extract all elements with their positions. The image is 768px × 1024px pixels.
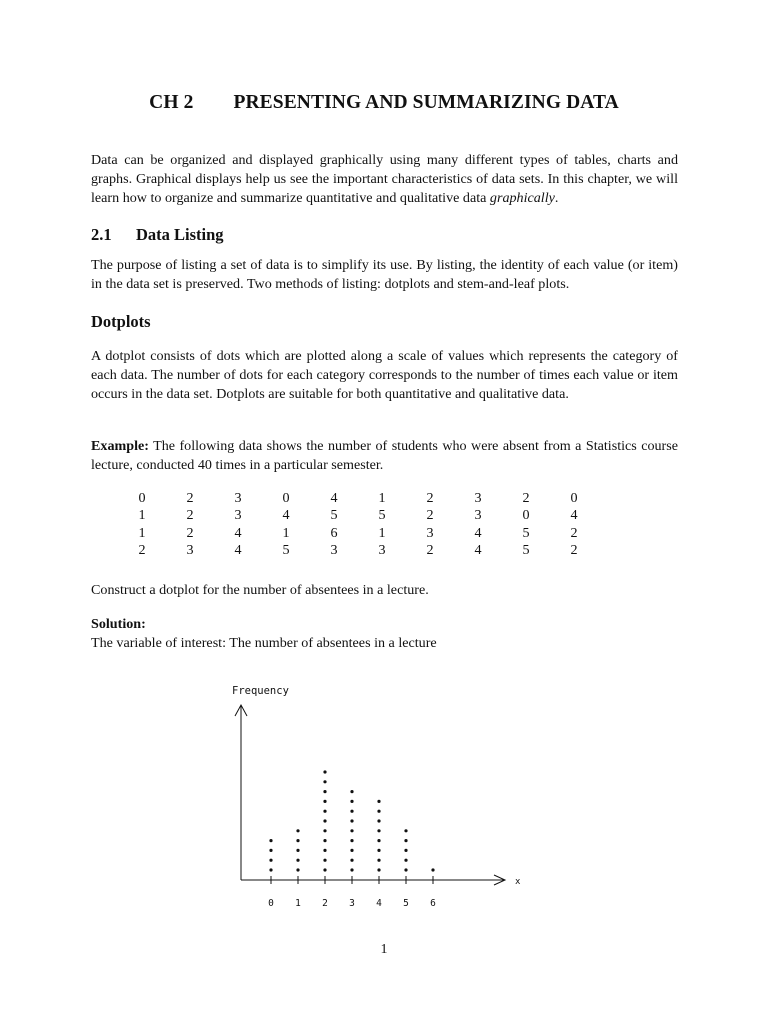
table-row: [118, 507, 598, 524]
dot: [377, 810, 380, 813]
dotplot-chart: [225, 678, 525, 914]
table-cell: 3: [186, 541, 194, 558]
dot: [404, 859, 407, 862]
x-tick-label: 6: [430, 898, 436, 909]
dot: [377, 849, 380, 852]
dot: [404, 868, 407, 871]
dot: [377, 868, 380, 871]
table-cell: 3: [378, 541, 386, 558]
table-cell: 1: [138, 507, 146, 524]
dot: [323, 829, 326, 832]
x-tick-labels: [268, 898, 436, 909]
intro-end: .: [554, 190, 559, 206]
table-cell: 4: [330, 490, 338, 506]
dot: [350, 839, 353, 842]
dot: [350, 868, 353, 871]
dot: [296, 849, 299, 852]
dots: [269, 770, 434, 871]
page-number: 1: [380, 942, 388, 957]
table-cell: 0: [282, 490, 290, 506]
section-heading: [91, 225, 224, 245]
table-cell: 2: [570, 541, 578, 558]
table-cell: 4: [234, 524, 242, 541]
x-tick-label: 1: [295, 898, 301, 909]
dotplots-heading: Dotplots: [91, 312, 151, 331]
dot: [350, 810, 353, 813]
table-cell: 4: [234, 541, 242, 558]
table-cell: 5: [330, 507, 338, 524]
intro-paragraph: [91, 151, 678, 208]
table-cell: 2: [186, 524, 194, 541]
table-cell: 1: [282, 524, 290, 541]
table-cell: 6: [330, 524, 338, 541]
dotplots-paragraph: A dotplot consists of dots which are plotted along a scale of values which represents the category of each data. The number of dots for each category corresponds to the number of times each value or item occurs in the data set. Dotplots are suitable for both quantitative and qualitative data.: [91, 348, 678, 402]
table-cell: 5: [522, 541, 530, 558]
dot: [269, 849, 272, 852]
section-number: 2.1: [91, 225, 112, 244]
table-cell: 3: [234, 507, 242, 524]
dot: [296, 829, 299, 832]
table-cell: 5: [378, 507, 386, 524]
chapter-number: CH 2: [149, 92, 194, 113]
dot: [350, 819, 353, 822]
table-cell: 2: [426, 541, 434, 558]
listing-paragraph: The purpose of listing a set of data is to simplify its use. By listing, the identity of each value (or item) in the data set is preserved. Two methods of listing: dotplots and stem-and-leaf plots.: [91, 257, 678, 292]
table-cell: 5: [522, 524, 530, 541]
table-cell: 1: [378, 490, 386, 506]
table-cell: 0: [138, 490, 146, 506]
dot: [404, 839, 407, 842]
dot: [431, 868, 434, 871]
table-cell: 0: [522, 507, 530, 524]
dot: [404, 829, 407, 832]
intro-text: Data can be organized and displayed graphically using many different types of tables, charts and graphs. Graphical displays help us see the important characteristics of data sets. In this chapter, we will learn how to organize and summarize quantitative and qualitative data: [91, 152, 678, 206]
table-cell: 5: [282, 541, 290, 558]
table-cell: 4: [570, 507, 578, 524]
table-cell: 2: [426, 507, 434, 524]
table-cell: 2: [186, 490, 194, 506]
dot: [377, 839, 380, 842]
intro-emphasis: graphically: [489, 190, 555, 206]
table-row: [118, 490, 598, 507]
table-cell: 3: [330, 541, 338, 558]
solution-block: [91, 615, 678, 653]
x-tick-label: 2: [322, 898, 328, 909]
x-tick-label: 5: [403, 898, 409, 909]
dot: [323, 819, 326, 822]
x-axis-label: x: [515, 877, 521, 887]
dot: [323, 839, 326, 842]
table-cell: 0: [570, 490, 578, 506]
example-label: Example:: [91, 438, 149, 454]
table-cell: 2: [570, 524, 578, 541]
dot: [323, 849, 326, 852]
dot: [296, 868, 299, 871]
dot: [377, 800, 380, 803]
dot: [323, 780, 326, 783]
dot: [350, 790, 353, 793]
dot: [323, 859, 326, 862]
solution-text: The variable of interest: The number of absentees in a lecture: [91, 635, 437, 651]
table-cell: 4: [282, 507, 290, 524]
example-paragraph: [91, 437, 678, 475]
chapter-title: [0, 92, 768, 114]
dot: [269, 868, 272, 871]
dot: [323, 800, 326, 803]
dot: [323, 770, 326, 773]
table-cell: 1: [138, 524, 146, 541]
dot: [296, 839, 299, 842]
table-cell: 2: [522, 490, 530, 506]
table-row: [118, 542, 598, 559]
table-cell: 3: [474, 490, 482, 506]
solution-label: Solution:: [91, 616, 146, 632]
dot: [323, 868, 326, 871]
data-table: [118, 490, 598, 559]
table-cell: 3: [234, 490, 242, 506]
dot: [350, 849, 353, 852]
table-cell: 2: [426, 490, 434, 506]
dot: [404, 849, 407, 852]
example-text: The following data shows the number of students who were absent from a Statistics course lecture, conducted 40 times in a particular semester.: [91, 438, 678, 473]
table-cell: 1: [378, 524, 386, 541]
dot: [350, 800, 353, 803]
dot: [350, 829, 353, 832]
table-cell: 4: [474, 541, 482, 558]
table-row: [118, 525, 598, 542]
construct-instruction: Construct a dotplot for the number of absentees in a lecture.: [91, 582, 429, 598]
x-tick-label: 4: [376, 898, 382, 909]
dot: [296, 859, 299, 862]
table-cell: 2: [138, 541, 146, 558]
chapter-title-text: PRESENTING AND SUMMARIZING DATA: [233, 92, 619, 113]
table-cell: 3: [474, 507, 482, 524]
dot: [269, 859, 272, 862]
table-cell: 4: [474, 524, 482, 541]
dot: [377, 859, 380, 862]
dot: [350, 859, 353, 862]
y-axis-label: Frequency: [232, 685, 289, 697]
table-cell: 2: [186, 507, 194, 524]
section-title: Data Listing: [136, 225, 224, 244]
dot: [269, 839, 272, 842]
dot: [323, 810, 326, 813]
dot: [377, 819, 380, 822]
table-cell: 3: [426, 524, 434, 541]
x-tick-label: 3: [349, 898, 355, 909]
dot: [377, 829, 380, 832]
dot: [323, 790, 326, 793]
x-tick-label: 0: [268, 898, 274, 909]
